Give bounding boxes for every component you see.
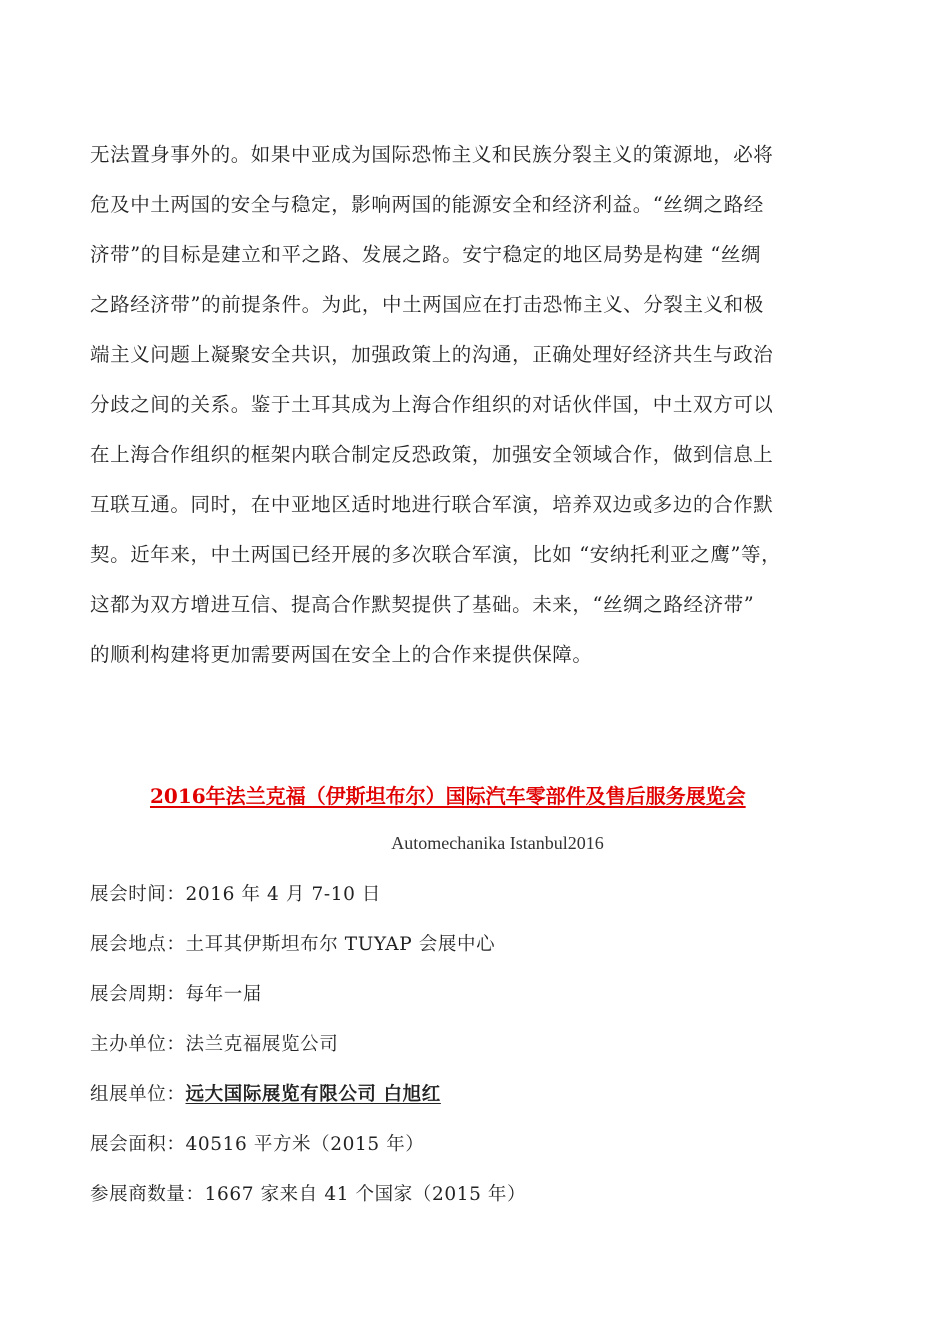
info-label: 展会地点： bbox=[90, 934, 186, 955]
info-label: 组展单位： bbox=[90, 1084, 186, 1105]
info-value: 法兰克福展览公司 bbox=[185, 1034, 339, 1055]
info-label: 展会面积： bbox=[90, 1134, 186, 1155]
info-label: 参展商数量： bbox=[90, 1184, 205, 1205]
info-row-area bbox=[90, 1120, 870, 1170]
info-row-frequency bbox=[90, 970, 870, 1020]
paragraph-line: 危及中土两国的安全与稳定，影响两国的能源安全和经济利益。“丝绸之路经 bbox=[90, 193, 764, 216]
paragraph-line: 互联互通。同时，在中亚地区适时地进行联合军演，培养双边或多边的合作默 bbox=[90, 493, 774, 516]
info-value: 2016 年 4 月 7-10 日 bbox=[185, 884, 382, 905]
info-label: 展会周期： bbox=[90, 984, 186, 1005]
info-value: 40516 平方米（2015 年） bbox=[185, 1134, 425, 1155]
paragraph-line: 端主义问题上凝聚安全共识，加强政策上的沟通，正确处理好经济共生与政治 bbox=[90, 343, 774, 366]
paragraph-line: 济带”的目标是建立和平之路、发展之路。安宁稳定的地区局势是构建 “丝绸 bbox=[90, 243, 762, 266]
agent-link[interactable]: 远大国际展览有限公司 白旭红 bbox=[185, 1084, 441, 1105]
paragraph-line: 在上海合作组织的框架内联合制定反恐政策，加强安全领域合作，做到信息上 bbox=[90, 443, 774, 466]
info-row-agent bbox=[90, 1070, 870, 1120]
info-value: 土耳其伊斯坦布尔 TUYAP 会展中心 bbox=[185, 934, 496, 955]
paragraph-line: 的顺利构建将更加需要两国在安全上的合作来提供保障。 bbox=[90, 643, 593, 666]
info-value: 1667 家来自 41 个国家（2015 年） bbox=[204, 1184, 527, 1205]
exhibition-info-list bbox=[90, 870, 870, 1220]
info-label: 展会时间： bbox=[90, 884, 186, 905]
info-row-exhibitors bbox=[90, 1170, 870, 1220]
paragraph-line: 这都为双方增进互信、提高合作默契提供了基础。未来，“丝绸之路经济带” bbox=[90, 593, 755, 616]
paragraph-line: 分歧之间的关系。鉴于土耳其成为上海合作组织的对话伙伴国，中土双方可以 bbox=[90, 393, 774, 416]
exhibition-title-link[interactable]: 2016年法兰克福（伊斯坦布尔）国际汽车零部件及售后服务展览会 bbox=[150, 784, 746, 808]
exhibition-subtitle: Automechanika Istanbul2016 bbox=[391, 833, 604, 853]
paragraph-line: 契。近年来，中土两国已经开展的多次联合军演，比如 “安纳托利亚之鹰”等， bbox=[90, 543, 782, 566]
info-row-organizer bbox=[90, 1020, 870, 1070]
info-row-venue bbox=[90, 920, 870, 970]
body-paragraph bbox=[90, 130, 865, 680]
info-label: 主办单位： bbox=[90, 1034, 186, 1055]
info-row-date bbox=[90, 870, 870, 920]
paragraph-line: 之路经济带”的前提条件。为此，中土两国应在打击恐怖主义、分裂主义和极 bbox=[90, 293, 764, 316]
paragraph-line: 无法置身事外的。如果中亚成为国际恐怖主义和民族分裂主义的策源地，必将 bbox=[90, 143, 774, 166]
info-value: 每年一届 bbox=[185, 984, 262, 1005]
